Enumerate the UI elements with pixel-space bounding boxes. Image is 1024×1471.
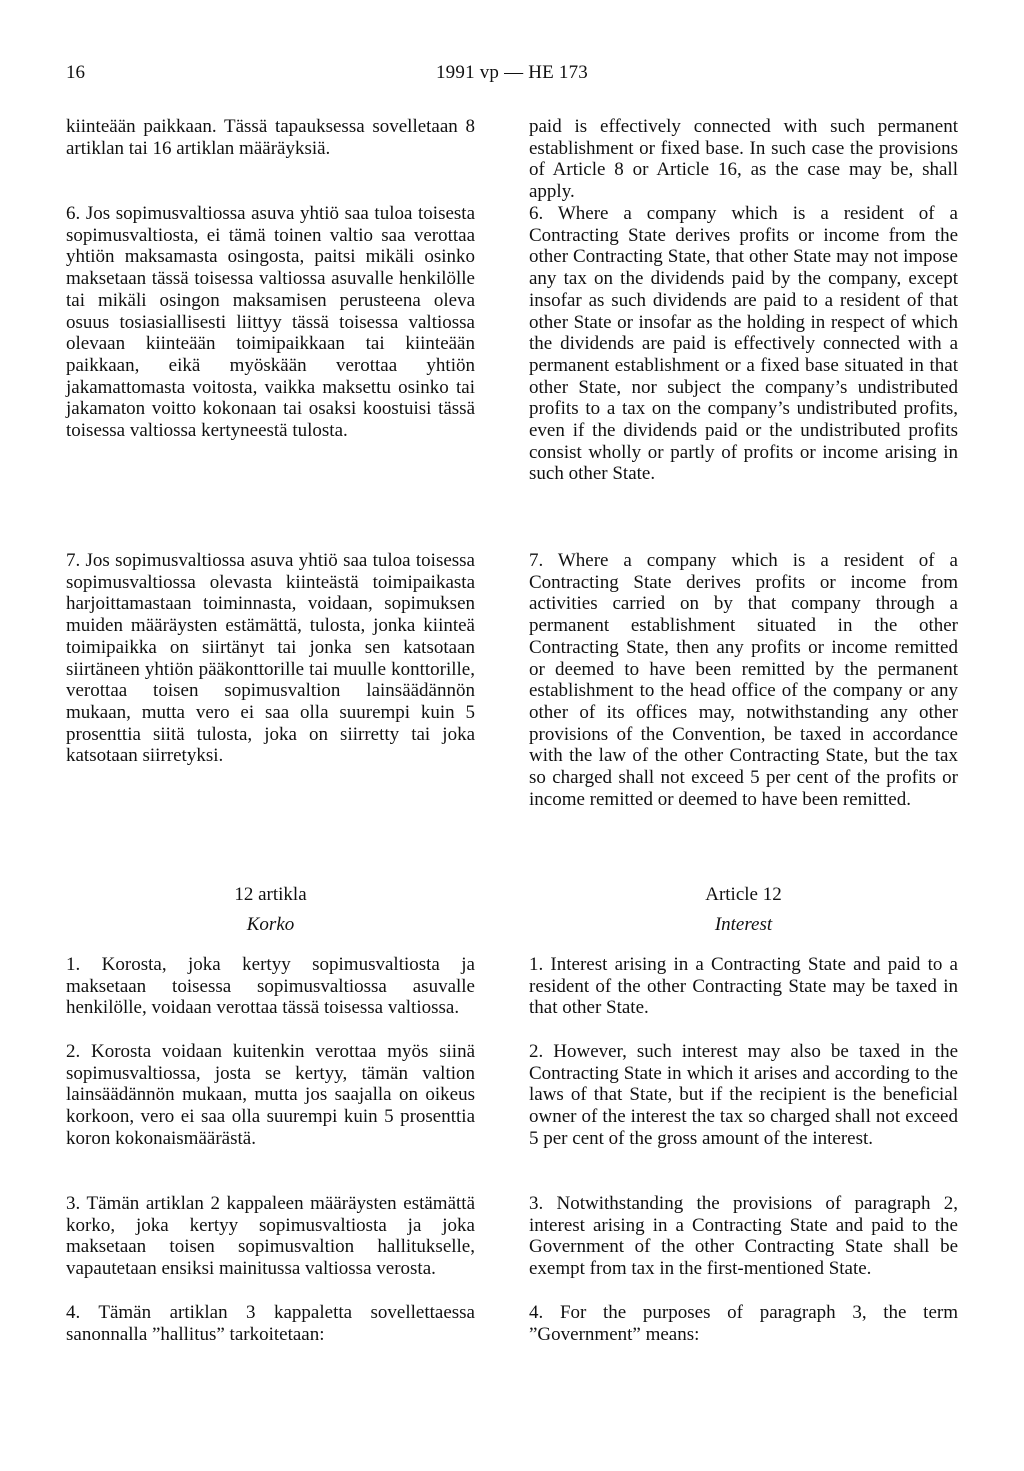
en-article-title: Interest bbox=[714, 914, 773, 935]
fi-article-heading: 12 artikla bbox=[234, 884, 307, 905]
fi-article-title: Korko bbox=[246, 914, 295, 935]
en-article-para-1: 1. Interest arising in a Contracting State and paid to a resident of the other Contracting State may be taxed in that other State. bbox=[529, 954, 958, 1019]
en-article-para-3: 3. Notwithstanding the provisions of paragraph 2, interest arising in a Contracting State and paid to the Government of the other Contracting State shall be exempt from tax in the first-mentioned State. bbox=[529, 1193, 958, 1280]
fi-paragraph-7: 7. Jos sopimusvaltiossa asuva yhtiö saa tuloa toisessa sopimusvaltiossa olevasta kiinteästä toimipaikasta harjoittamastaan toiminnasta, voidaan, sopimuksen muiden määräysten estämättä, tulosta, jonka kiinteä toimipaikka on siirtänyt tai jonka sen katsotaan siirtäneen yhtiön pääkonttorille tai muulle konttorille, verottaa toisen sopimusvaltion lainsäädännön mukaan, mutta vero ei saa olla suurempi kuin 5 prosenttia siitä tulosta, joka on siirretty tai joka katsotaan siirretyksi. bbox=[66, 550, 475, 767]
fi-article-para-3: 3. Tämän artiklan 2 kappaleen määräysten estämättä korko, joka kertyy sopimusvaltiosta ja joka maksetaan toisen sopimusvaltion hallitukselle, vapautetaan ensiksi mainitussa valtiossa verosta. bbox=[66, 1193, 475, 1280]
en-article-heading: Article 12 bbox=[705, 884, 782, 905]
en-paragraph-6: 6. Where a company which is a resident of a Contracting State derives profits or income from the other Contracting State, that other State may not impose any tax on the dividends paid by the company, except insofar as such dividends are paid to a resident of that other State or insofar as the holding in respect of which the dividends are paid is effectively connected with a permanent establishment or a fixed base situated in that other State, nor subject the company’s undistributed profits to a tax on the company’s undistributed profits, even if the dividends paid or the undistributed profits consist wholly or partly of profits or income arising in such other State. bbox=[529, 203, 958, 485]
fi-paragraph-6: 6. Jos sopimusvaltiossa asuva yhtiö saa tuloa toisesta sopimusvaltiosta, ei tämä toinen valtio saa verottaa yhtiön maksamasta osingosta, paitsi mikäli osinko maksetaan tässä toisessa valtiossa asuvalle henkilölle tai mikäli osingon maksamisen perusteena oleva osuus tosiasiallisesti liittyy tässä toisessa valtiossa olevaan kiinteään toimipaikkaan tai kiinteään paikkaan, eikä myöskään verottaa yhtiön jakamattomasta voitosta, vaikka maksettu osinko tai jakamaton voitto kokonaan tai osaksi koostuisi tässä toisessa valtiossa kertyneestä tulosta. bbox=[66, 203, 475, 442]
page-number: 16 bbox=[66, 62, 85, 83]
en-article-para-4: 4. For the purposes of paragraph 3, the term ”Government” means: bbox=[529, 1302, 958, 1345]
en-article-para-2: 2. However, such interest may also be taxed in the Contracting State in which it arises and according to the laws of that State, but if the recipient is the beneficial owner of the interest the tax so charged shall not exceed 5 per cent of the gross amount of the interest. bbox=[529, 1041, 958, 1149]
running-head: 1991 vp — HE 173 bbox=[435, 62, 589, 83]
page-header bbox=[66, 62, 958, 92]
en-paragraph-intro: paid is effectively connected with such permanent establishment or fixed base. In such case the provisions of Article 8 or Article 16, as the case may be, shall apply. bbox=[529, 116, 958, 203]
fi-article-para-1: 1. Korosta, joka kertyy sopimusvaltiosta ja maksetaan toisessa sopimusvaltiossa asuvalle henkilölle, voidaan verottaa tässä toisessa valtiossa. bbox=[66, 954, 475, 1019]
fi-article-para-2: 2. Korosta voidaan kuitenkin verottaa myös siinä sopimusvaltiossa, josta se kertyy, tämän valtion lainsäädännön mukaan, mutta jos saajalla on oikeus korkoon, vero ei saa olla suurempi kuin 5 prosenttia koron kokonaismäärästä. bbox=[66, 1041, 475, 1149]
fi-article-para-4: 4. Tämän artiklan 3 kappaletta sovellettaessa sanonnalla ”hallitus” tarkoitetaan: bbox=[66, 1302, 475, 1345]
fi-paragraph-intro: kiinteään paikkaan. Tässä tapauksessa sovelletaan 8 artiklan tai 16 artiklan määräyksiä. bbox=[66, 116, 475, 159]
en-paragraph-7: 7. Where a company which is a resident of a Contracting State derives profits or income from activities carried on by that company through a permanent establishment situated in the other Contracting State, then any profits or income remitted or deemed to have been remitted by the permanent establishment to the head office of the company or any other of its offices may, notwithstanding any other provisions of the Convention, be taxed in accordance with the law of the other Contracting State, but the tax so charged shall not exceed 5 per cent of the profits or income remitted or deemed to have been remitted. bbox=[529, 550, 958, 810]
